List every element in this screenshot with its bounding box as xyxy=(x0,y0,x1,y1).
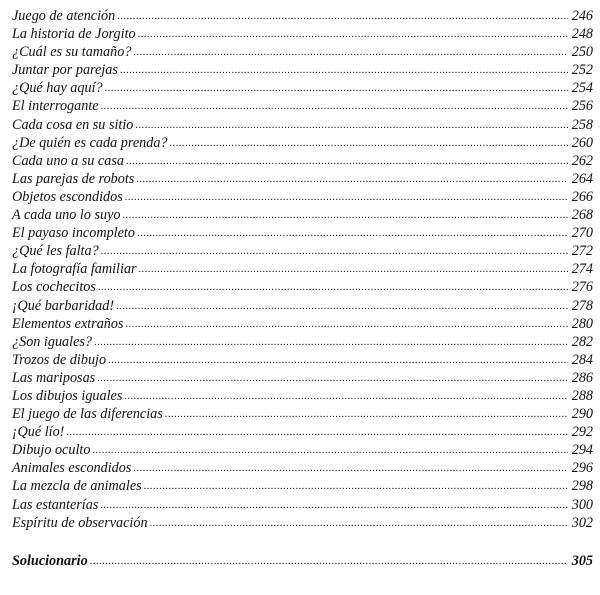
dot-leader xyxy=(135,115,568,135)
toc-entry xyxy=(12,25,593,43)
toc-entry xyxy=(12,7,593,25)
entry-page: 270 xyxy=(571,225,593,242)
dot-leader xyxy=(126,314,568,334)
entry-page: 258 xyxy=(571,116,593,133)
entry-title: El juego de las diferencias xyxy=(12,406,163,423)
toc-entry xyxy=(12,43,593,61)
dot-leader xyxy=(105,78,568,98)
entry-page: 276 xyxy=(571,279,593,296)
toc-entry xyxy=(12,170,593,188)
entry-page: 274 xyxy=(571,261,593,278)
entry-page: 260 xyxy=(571,134,593,151)
toc-entry xyxy=(12,387,593,405)
entry-page: 268 xyxy=(571,207,593,224)
entry-page: 256 xyxy=(571,98,593,115)
entry-page: 266 xyxy=(571,188,593,205)
toc-entry-solutions xyxy=(12,552,593,570)
entry-page: 286 xyxy=(571,369,593,386)
entry-title: Solucionario xyxy=(12,552,88,569)
entry-title: Elementos extraños xyxy=(12,315,124,332)
toc-entry xyxy=(12,188,593,206)
dot-leader xyxy=(97,368,568,388)
entry-page: 294 xyxy=(571,442,593,459)
entry-page: 280 xyxy=(571,315,593,332)
dot-leader xyxy=(66,422,568,442)
toc-entry xyxy=(12,116,593,134)
entry-title: Las mariposas xyxy=(12,369,96,386)
toc-entry xyxy=(12,224,593,242)
entry-title: ¡Qué barbaridad! xyxy=(12,297,115,314)
entry-page: 298 xyxy=(571,478,593,495)
entry-title: Animales escondidos xyxy=(12,460,132,477)
entry-title: Los dibujos iguales xyxy=(12,387,123,404)
dot-leader xyxy=(100,495,568,515)
dot-leader xyxy=(170,133,568,153)
entry-page: 305 xyxy=(571,552,593,569)
entry-page: 284 xyxy=(571,351,593,368)
entry-title: Cada cosa en su sitio xyxy=(12,116,134,133)
toc-entry xyxy=(12,242,593,260)
dot-leader xyxy=(137,223,568,243)
toc-entry xyxy=(12,297,593,315)
dot-leader xyxy=(139,259,568,279)
entry-title: Objetos escondidos xyxy=(12,188,123,205)
entry-title: Espíritu de observación xyxy=(12,514,148,531)
entry-title: La historia de Jorgito xyxy=(12,26,136,43)
toc-entry xyxy=(12,134,593,152)
dot-leader xyxy=(133,42,568,62)
entry-title: Las parejas de robots xyxy=(12,170,135,187)
dot-leader xyxy=(94,332,568,352)
dot-leader xyxy=(92,440,568,460)
entry-page: 278 xyxy=(571,297,593,314)
entry-page: 296 xyxy=(571,460,593,477)
dot-leader xyxy=(144,476,568,496)
toc-entry xyxy=(12,496,593,514)
dot-leader xyxy=(120,60,568,80)
toc-entry xyxy=(12,278,593,296)
entry-title: ¿Qué les falta? xyxy=(12,243,99,260)
entry-title: Juntar por parejas xyxy=(12,62,118,79)
toc-entry xyxy=(12,315,593,333)
entry-title: Cada uno a su casa xyxy=(12,152,124,169)
entry-title: Juego de atención xyxy=(12,8,116,24)
entry-title: A cada uno lo suyo xyxy=(12,207,121,224)
entry-page: 302 xyxy=(571,514,593,531)
dot-leader xyxy=(98,277,568,297)
toc-entry xyxy=(12,477,593,495)
toc-entry xyxy=(12,152,593,170)
toc-entry xyxy=(12,351,593,369)
dot-leader xyxy=(101,96,568,116)
dot-leader xyxy=(124,386,568,406)
dot-leader xyxy=(136,169,568,189)
entry-page: 264 xyxy=(571,170,593,187)
entry-title: ¿Qué hay aquí? xyxy=(12,80,103,97)
entry-title: ¿De quién es cada prenda? xyxy=(12,134,168,151)
entry-page: 292 xyxy=(571,424,593,441)
toc-entry xyxy=(12,514,593,532)
dot-leader xyxy=(126,151,568,171)
entry-page: 252 xyxy=(571,62,593,79)
dot-leader xyxy=(101,241,568,261)
toc-entry xyxy=(12,459,593,477)
entry-title: La mezcla de animales xyxy=(12,478,142,495)
entry-page: 272 xyxy=(571,243,593,260)
dot-leader xyxy=(90,551,568,571)
toc-entry xyxy=(12,61,593,79)
entry-page: 282 xyxy=(571,333,593,350)
entry-page: 262 xyxy=(571,152,593,169)
toc-entry xyxy=(12,260,593,278)
dot-leader xyxy=(123,205,569,225)
entry-title: La fotografía familiar xyxy=(12,261,137,278)
toc-entry xyxy=(12,79,593,97)
entry-title: Los cochecitos xyxy=(12,279,96,296)
toc-entry xyxy=(12,405,593,423)
toc-entry xyxy=(12,441,593,459)
table-of-contents xyxy=(12,7,593,570)
entry-title: ¿Cuál es su tamaño? xyxy=(12,44,132,61)
dot-leader xyxy=(165,404,568,424)
entry-page: 246 xyxy=(571,8,593,24)
dot-leader xyxy=(108,350,568,370)
entry-title: Dibujo oculto xyxy=(12,442,91,459)
entry-title: ¿Son iguales? xyxy=(12,333,92,350)
entry-title: Trozos de dibujo xyxy=(12,351,107,368)
entry-title: El payaso incompleto xyxy=(12,225,135,242)
toc-entry xyxy=(12,333,593,351)
entry-page: 254 xyxy=(571,80,593,97)
toc-entry xyxy=(12,206,593,224)
dot-leader xyxy=(125,187,568,207)
toc-entry xyxy=(12,97,593,115)
dot-leader xyxy=(117,6,568,26)
dot-leader xyxy=(133,458,568,478)
entry-page: 248 xyxy=(571,26,593,43)
dot-leader xyxy=(138,24,568,44)
toc-entry xyxy=(12,369,593,387)
entry-page: 290 xyxy=(571,406,593,423)
entry-title: ¡Qué lío! xyxy=(12,424,65,441)
entry-title: El interrogante xyxy=(12,98,99,115)
entry-page: 250 xyxy=(571,44,593,61)
toc-entry xyxy=(12,423,593,441)
dot-leader xyxy=(116,296,568,316)
entry-title: Las estanterías xyxy=(12,496,99,513)
entry-page: 288 xyxy=(571,387,593,404)
entry-page: 300 xyxy=(571,496,593,513)
dot-leader xyxy=(150,513,568,533)
